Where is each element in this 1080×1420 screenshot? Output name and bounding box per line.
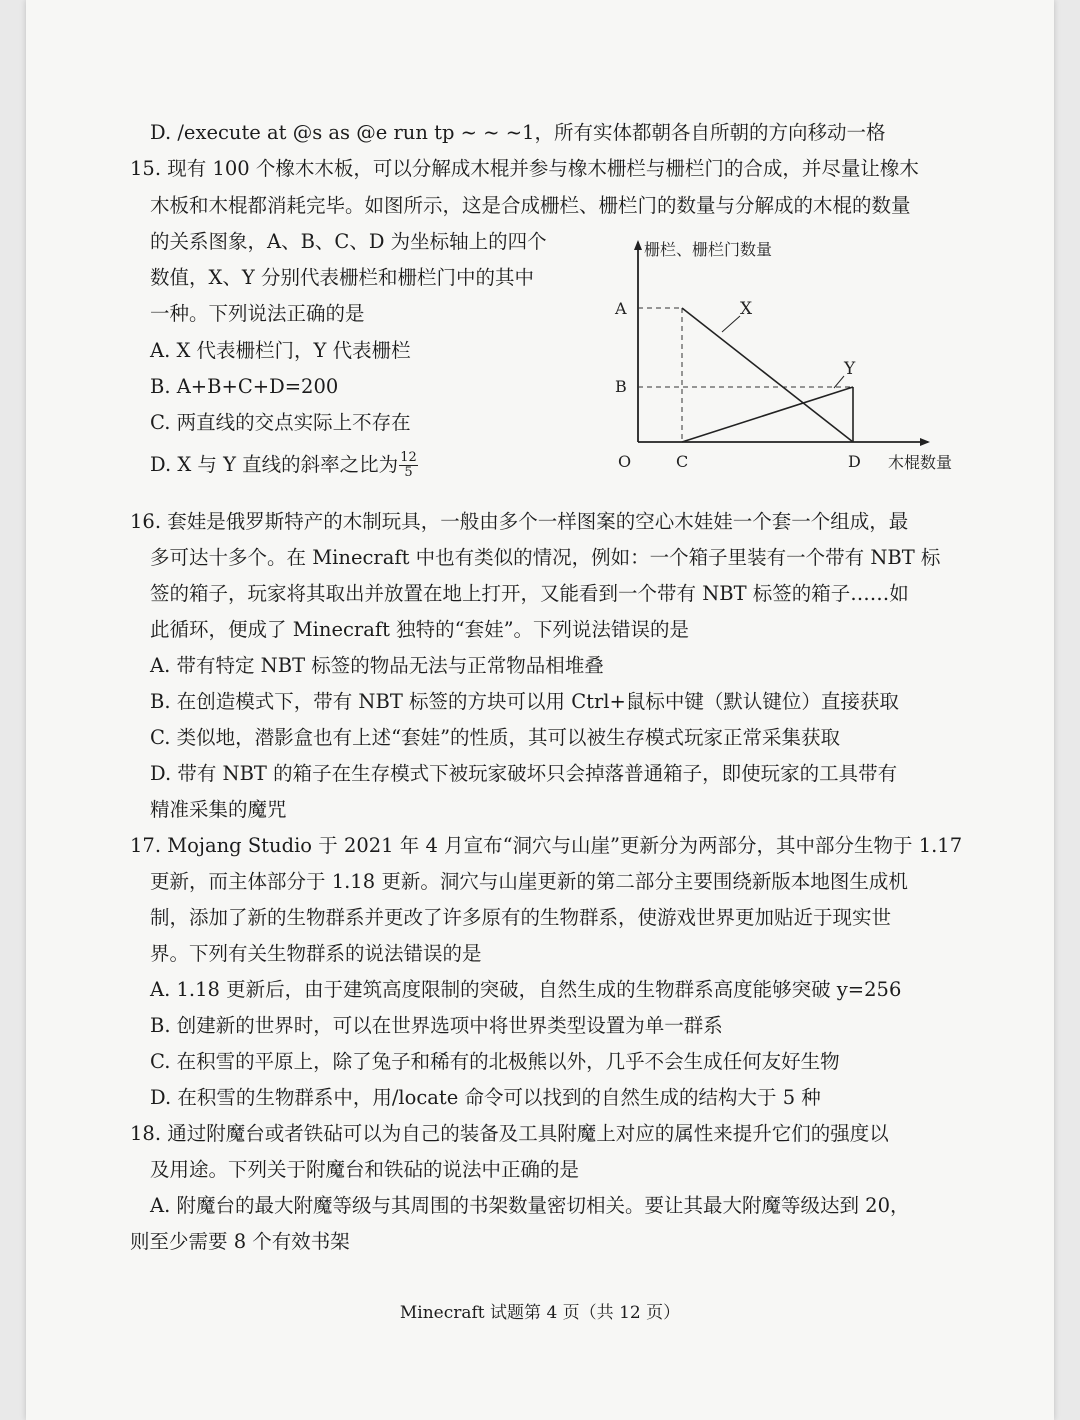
q15-option-c: C. 两直线的交点实际上不存在: [150, 411, 411, 434]
q15-stem-line: 的关系图象，A、B、C、D 为坐标轴上的四个: [150, 230, 547, 253]
y-tick-label-a: A: [615, 299, 627, 318]
q15-stem-line: 15. 现有 100 个橡木木板，可以分解成木棍并参与橡木栅栏与栅栏门的合成，并尽量让橡木: [130, 157, 919, 180]
q15-option-d-text: D. X 与 Y 直线的斜率之比为: [150, 453, 399, 476]
q16-option-b: B. 在创造模式下，带有 NBT 标签的方块可以用 Ctrl+鼠标中键（默认键位）直接获取: [150, 690, 899, 713]
series-y-label: Y: [844, 359, 856, 379]
q16-option-d-cont: 精准采集的魔咒: [150, 798, 287, 821]
q16-stem-line: 多可达十多个。在 Minecraft 中也有类似的情况，例如：一个箱子里装有一个带有 NBT 标: [150, 546, 941, 569]
q15-option-d-fraction: [399, 451, 418, 480]
q18-stem-line: 及用途。下列关于附魔台和铁砧的说法中正确的是: [150, 1158, 580, 1181]
q16-option-d: D. 带有 NBT 的箱子在生存模式下被玩家破坏只会掉落普通箱子，即使玩家的工具带有: [150, 762, 898, 785]
y-tick-label-b: B: [615, 377, 627, 396]
x-tick-label-c: C: [676, 452, 689, 471]
q15-option-b: B. A+B+C+D=200: [150, 375, 339, 398]
q15-stem-line: 数值，X、Y 分别代表栅栏和栅栏门中的其中: [150, 266, 534, 289]
page-content: [26, 0, 1054, 1420]
q17-stem-line: 17. Mojang Studio 于 2021 年 4 月宣布“洞穴与山崖”更新分为两部分，其中部分生物于 1.17: [130, 834, 963, 857]
q16-option-c: C. 类似地，潜影盒也有上述“套娃”的性质，其可以被生存模式玩家正常采集获取: [150, 726, 841, 749]
q16-stem-line: 签的箱子，玩家将其取出并放置在地上打开，又能看到一个带有 NBT 标签的箱子……如: [150, 582, 909, 605]
x-axis-label: 木棍数量: [888, 453, 953, 472]
y-axis-label: 栅栏、栅栏门数量: [644, 240, 773, 259]
q18-stem-line: 18. 通过附魔台或者铁砧可以为自己的装备及工具附魔上对应的属性来提升它们的强度以: [130, 1122, 889, 1145]
x-tick-label-d: D: [848, 452, 861, 471]
page-footer: Minecraft 试题第 4 页（共 12 页）: [399, 1303, 681, 1323]
q17-stem-line: 制，添加了新的生物群系并更改了许多原有的生物群系，使游戏世界更加贴近于现实世: [150, 906, 892, 929]
exam-page: [26, 0, 1054, 1420]
q16-option-a: A. 带有特定 NBT 标签的物品无法与正常物品相堆叠: [150, 654, 604, 677]
q14-option-d: D. /execute at @s as @e run tp ~ ~ ~1，所有实体都朝各自所朝的方向移动一格: [150, 121, 886, 144]
q15-stem-line: 一种。下列说法正确的是: [150, 302, 365, 325]
q18-option-a: A. 附魔台的最大附魔等级与其周围的书架数量密切相关。要让其最大附魔等级达到 20，: [150, 1194, 910, 1217]
series-y-leader: [834, 376, 844, 388]
q17-option-c: C. 在积雪的平原上，除了兔子和稀有的北极熊以外，几乎不会生成任何友好生物: [150, 1050, 840, 1073]
q15-option-a: A. X 代表栅栏门，Y 代表栅栏: [150, 339, 411, 362]
q15-line-chart: [582, 232, 962, 482]
q16-stem-line: 16. 套娃是俄罗斯特产的木制玩具，一般由多个一样图案的空心木娃娃一个套一个组成，最: [130, 510, 909, 533]
fraction-numerator: 12: [400, 450, 417, 465]
series-x-leader: [722, 316, 740, 332]
series-x-label: X: [740, 299, 753, 319]
q18-option-a-cont: 则至少需要 8 个有效书架: [130, 1230, 350, 1253]
q15-option-d: [150, 451, 418, 480]
q17-option-d: D. 在积雪的生物群系中，用/locate 命令可以找到的自然生成的结构大于 5 种: [150, 1086, 821, 1109]
q17-option-a: A. 1.18 更新后，由于建筑高度限制的突破，自然生成的生物群系高度能够突破 y=256: [150, 978, 902, 1001]
series-x-line: [682, 308, 853, 442]
q17-stem-line: 更新，而主体部分于 1.18 更新。洞穴与山崖更新的第二部分主要围绕新版本地图生成机: [150, 870, 908, 893]
q15-stem-line: 木板和木棍都消耗完毕。如图所示，这是合成栅栏、栅栏门的数量与分解成的木棍的数量: [150, 194, 911, 217]
fraction-denominator: 5: [404, 465, 413, 480]
origin-label: O: [618, 452, 632, 471]
q16-stem-line: 此循环，便成了 Minecraft 独特的“套娃”。下列说法错误的是: [150, 618, 690, 641]
series-y-line: [682, 387, 853, 442]
q17-option-b: B. 创建新的世界时，可以在世界选项中将世界类型设置为单一群系: [150, 1014, 723, 1037]
q17-stem-line: 界。下列有关生物群系的说法错误的是: [150, 942, 482, 965]
